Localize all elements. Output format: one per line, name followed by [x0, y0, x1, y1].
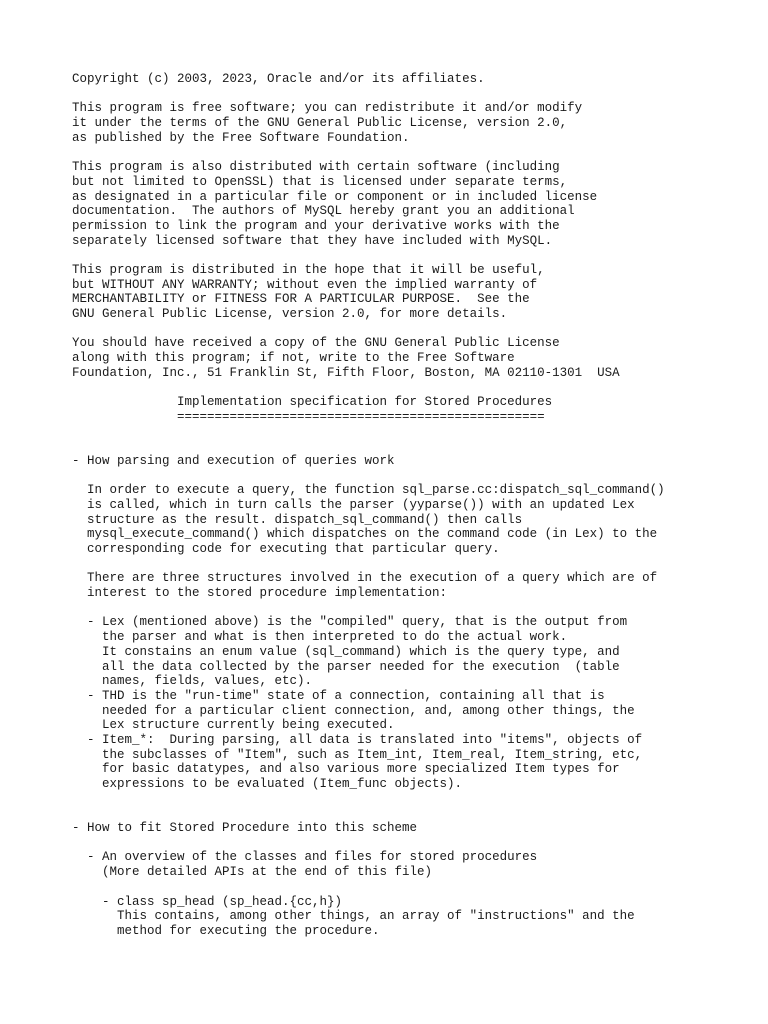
document-line — [72, 248, 762, 263]
document-line — [72, 792, 762, 807]
document-line: interest to the stored procedure implementation: — [72, 586, 448, 601]
document-line — [72, 601, 762, 616]
document-line: There are three structures involved in the execution of a query which are of — [72, 571, 658, 586]
document-line: - How parsing and execution of queries work — [72, 453, 395, 468]
document-line — [72, 145, 762, 160]
document-line — [72, 322, 762, 337]
document-line: is called, which in turn calls the parser (yyparse()) with an updated Lex — [72, 497, 635, 512]
document-line: names, fields, values, etc). — [72, 674, 313, 689]
document-line: documentation. The authors of MySQL hereby grant you an additional — [72, 204, 575, 219]
document-line: for basic datatypes, and also various more specialized Item types for — [72, 762, 620, 777]
document-line: (More detailed APIs at the end of this file) — [72, 865, 433, 880]
document-line — [72, 380, 762, 395]
document-line: This program is free software; you can redistribute it and/or modify — [72, 101, 583, 116]
document-line: You should have received a copy of the GNU General Public License — [72, 336, 560, 351]
document-line: This program is also distributed with certain software (including — [72, 160, 560, 175]
document-line: permission to link the program and your derivative works with the — [72, 218, 560, 233]
document-line: Foundation, Inc., 51 Franklin St, Fifth Floor, Boston, MA 02110-1301 USA — [72, 365, 620, 380]
document-line — [72, 469, 762, 484]
document-line — [72, 806, 762, 821]
document-line: method for executing the procedure. — [72, 923, 380, 938]
document-line: but not limited to OpenSSL) that is licensed under separate terms, — [72, 174, 568, 189]
document-line: In order to execute a query, the function sql_parse.cc:dispatch_sql_command() — [72, 483, 665, 498]
document-line: This program is distributed in the hope that it will be useful, — [72, 262, 545, 277]
document-line: the subclasses of "Item", such as Item_int, Item_real, Item_string, etc, — [72, 747, 643, 762]
document-line: Implementation specification for Stored Procedures — [72, 395, 553, 410]
document-line: - How to fit Stored Procedure into this scheme — [72, 821, 418, 836]
document-line: This contains, among other things, an array of "instructions" and the — [72, 909, 635, 924]
document-line: ================================================= — [72, 409, 545, 424]
document-line — [72, 880, 762, 895]
document-line: along with this program; if not, write to the Free Software — [72, 351, 515, 366]
document-line: It constains an enum value (sql_command) which is the query type, and — [72, 644, 620, 659]
document-line: - An overview of the classes and files for stored procedures — [72, 850, 538, 865]
document-line — [72, 439, 762, 454]
document-line: Copyright (c) 2003, 2023, Oracle and/or its affiliates. — [72, 72, 485, 86]
document-line: - Item_*: During parsing, all data is translated into "items", objects of — [72, 732, 643, 747]
document-line: separately licensed software that they have included with MySQL. — [72, 233, 553, 248]
document-line — [72, 836, 762, 851]
document-line — [72, 557, 762, 572]
document-line: structure as the result. dispatch_sql_command() then calls — [72, 512, 523, 527]
document-line: but WITHOUT ANY WARRANTY; without even the implied warranty of — [72, 277, 538, 292]
document-line: corresponding code for executing that particular query. — [72, 542, 500, 556]
document-line: - Lex (mentioned above) is the "compiled" query, that is the output from — [72, 615, 628, 630]
document-line: as published by the Free Software Foundation. — [72, 130, 410, 145]
document-line: MERCHANTABILITY or FITNESS FOR A PARTICULAR PURPOSE. See the — [72, 292, 530, 307]
document-line: needed for a particular client connection, and, among other things, the — [72, 703, 635, 718]
document-line: all the data collected by the parser needed for the execution (table — [72, 659, 620, 674]
document-line: Lex structure currently being executed. — [72, 718, 395, 733]
document-line: the parser and what is then interpreted to do the actual work. — [72, 630, 568, 645]
document-text — [72, 72, 762, 939]
document-line: it under the terms of the GNU General Public License, version 2.0, — [72, 116, 568, 131]
document-line: GNU General Public License, version 2.0, for more details. — [72, 307, 508, 321]
document-line: as designated in a particular file or component or in included license — [72, 189, 598, 204]
document-line: - class sp_head (sp_head.{cc,h}) — [72, 894, 343, 909]
document-line: expressions to be evaluated (Item_func objects). — [72, 777, 463, 791]
document-line — [72, 87, 762, 102]
document-line — [72, 425, 762, 440]
document-line: mysql_execute_command() which dispatches on the command code (in Lex) to the — [72, 527, 658, 542]
document-line: - THD is the "run-time" state of a connection, containing all that is — [72, 688, 605, 703]
